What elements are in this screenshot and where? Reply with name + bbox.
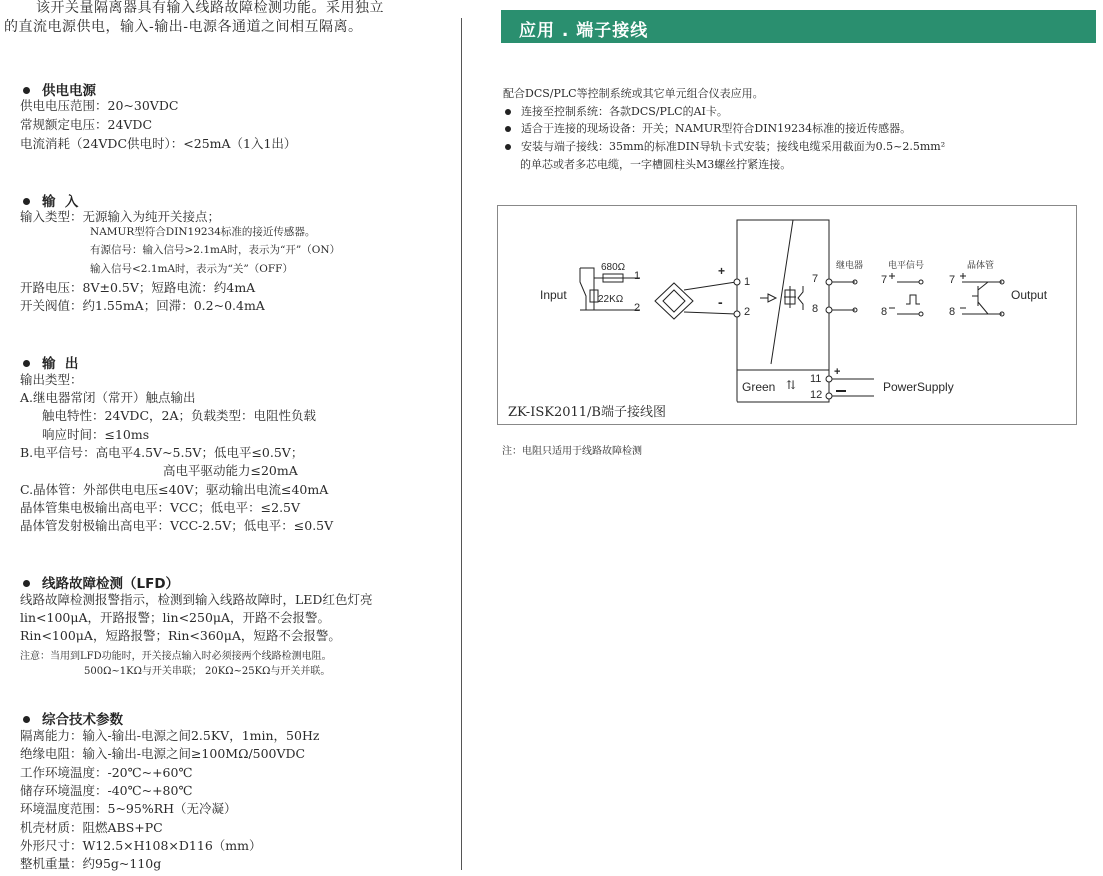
column-divider [461,18,462,870]
relay-label: 继电器 [836,261,864,271]
output-label: Output [1011,288,1048,302]
bullet-icon [23,198,30,205]
output-line-1: 输出类型： [20,372,83,387]
general-line-3: 工作环境温度：-20℃~+60℃ [20,765,193,780]
level-terminal-7: 7 [881,274,888,286]
section-power [20,79,96,99]
input-line-5: 开路电压：8V±0.5V；短路电流：约4mA [20,280,256,295]
section-title: 线路故障检测（LFD） [42,576,180,592]
output-line-7: C.晶体管：外部供电电压≤40V；驱动输出电流≤40mA [20,482,329,497]
section-general [20,708,123,728]
terminal-8: 8 [812,303,819,315]
resistor-680-label: 680Ω [601,262,626,273]
input-line-2: NAMUR型符合DIN19234标准的接近传感器。 [90,226,316,238]
intro-line-2: 的直流电源供电，输入-输出-电源各通道之间相互隔离。 [4,19,363,35]
input-line-1: 输入类型：无源输入为纯开关接点； [20,209,221,224]
input-line-6: 开关阀值：约1.55mA；回滞：0.2~0.4mA [20,298,265,313]
bullet-icon [505,144,511,150]
bullet-icon [505,126,511,132]
transistor-terminal-8: 8 [949,306,956,318]
input-line-4: 输入信号<2.1mA时，表示为“关”（OFF） [90,263,293,275]
output-line-9: 晶体管发射极输出高电平：VCC-2.5V；低电平：≤0.5V [20,518,334,533]
general-line-2: 绝缘电阻：输入-输出-电源之间≥100MΩ/500VDC [20,746,306,761]
power-line-3: 电流消耗（24VDC供电时）：<25mA（1入1出） [20,136,297,151]
lfd-line-2: lin<100μA，开路报警；lin<250μA，开路不会报警。 [20,610,331,625]
transistor-terminal-7: 7 [949,274,956,286]
led-icon: ⇅ [786,378,797,392]
output-line-3: 触电特性：24VDC，2A；负载类型：电阻性负载 [42,408,316,423]
general-line-4: 储存环境温度：-40℃~+80℃ [20,783,193,798]
bullet-installation: 安装与端子接线：35mm的标准DIN导轨卡式安装；接线电缆采用截面为0.5~2.5mm² [503,138,945,156]
general-line-1: 隔离能力：输入-输出-电源之间2.5KV，1min，50Hz [20,728,320,743]
application-intro: 配合DCS/PLC等控制系统或其它单元组合仪表应用。 [503,87,764,100]
general-line-6: 机壳材质：阻燃ABS+PC [20,820,163,835]
level-terminal-8: 8 [881,306,888,318]
resistor-note: 注：电阻只适用于线路故障检测 [502,446,642,457]
section-title: 供电电源 [42,83,96,99]
wiring-diagram [497,205,1077,425]
output-line-5: B.电平信号：高电平4.5V~5.5V；低电平≤0.5V； [20,445,304,460]
section-title: 综合技术参数 [42,712,123,728]
power-supply-label: PowerSupply [883,380,954,394]
general-line-7: 外形尺寸：W12.5×H108×D116（mm） [20,838,262,853]
input-line-3: 有源信号：输入信号>2.1mA时，表示为“开”（ON） [90,244,341,256]
output-line-8: 晶体管集电极输出高电平：VCC；低电平：≤2.5V [20,500,301,515]
terminal-11: 11 [810,373,822,385]
power-line-2: 常规额定电压：24VDC [20,117,153,132]
section-lfd [20,572,179,592]
sensor-diamond [655,283,693,319]
output-line-2: A.继电器常闭（常开）触点输出 [20,390,196,405]
section-input [20,190,78,210]
level-signal-label: 电平信号 [888,261,925,271]
output-line-4: 响应时间：≤10ms [42,427,150,442]
lfd-note-2: 500Ω~1KΩ与开关串联； 20KΩ~25KΩ与开关并联。 [84,666,331,677]
banner-title: 应用 . 端子接线 [519,21,649,41]
power-line-1: 供电电压范围：20~30VDC [20,98,179,113]
terminal-7: 7 [812,273,819,285]
bullet-control-system: 连接至控制系统：各款DCS/PLC的AI卡。 [503,103,728,121]
bullet-icon [505,109,511,115]
bullet-icon [23,87,30,94]
diagram-caption: ZK-ISK2011/B端子接线图 [508,405,666,420]
section-title: 输 出 [42,356,79,372]
input-terminal-2: 2 [634,302,641,314]
bullet-icon [23,360,30,367]
green-led-label: Green [742,380,776,394]
bullet-icon [23,580,30,587]
general-line-8: 整机重量：约95g~110g [20,856,162,871]
transistor-label: 晶体管 [967,261,995,271]
terminal-2: 2 [744,306,751,318]
general-line-5: 环境温度范围：5~95%RH（无冷凝） [20,801,237,816]
plus-sign: + [718,264,726,278]
minus-sign: - [718,294,723,310]
terminal-1: 1 [744,276,751,288]
intro-line-1: 该开关量隔离器具有输入线路故障检测功能。采用独立 [36,0,384,16]
bullet-field-device: 适合于连接的现场设备：开关；NAMUR型符合DIN19234标准的接近传感器。 [503,120,911,138]
input-label: Input [540,288,567,302]
lfd-note-1: 注意：当用到LFD功能时，开关接点输入时必须接两个线路检测电阻。 [20,651,332,662]
input-terminal-1: 1 [634,270,641,282]
ps-plus-sign: + [834,366,841,378]
terminal-12: 12 [810,389,823,401]
section-title: 输 入 [42,194,79,210]
section-banner [501,10,1096,43]
output-line-6: 高电平驱动能力≤20mA [163,463,298,478]
section-output [20,352,78,372]
lfd-line-3: Rin<100μA，短路报警；Rin<360μA，短路不会报警。 [20,628,341,643]
bullet-installation-cont: 的单芯或者多芯电缆，一字槽圆柱头M3螺丝拧紧连接。 [520,158,792,171]
bullet-icon [23,716,30,723]
resistor-22k-label: 22KΩ [598,294,624,305]
lfd-line-1: 线路故障检测报警指示，检测到输入线路故障时，LED红色灯亮 [20,592,373,607]
